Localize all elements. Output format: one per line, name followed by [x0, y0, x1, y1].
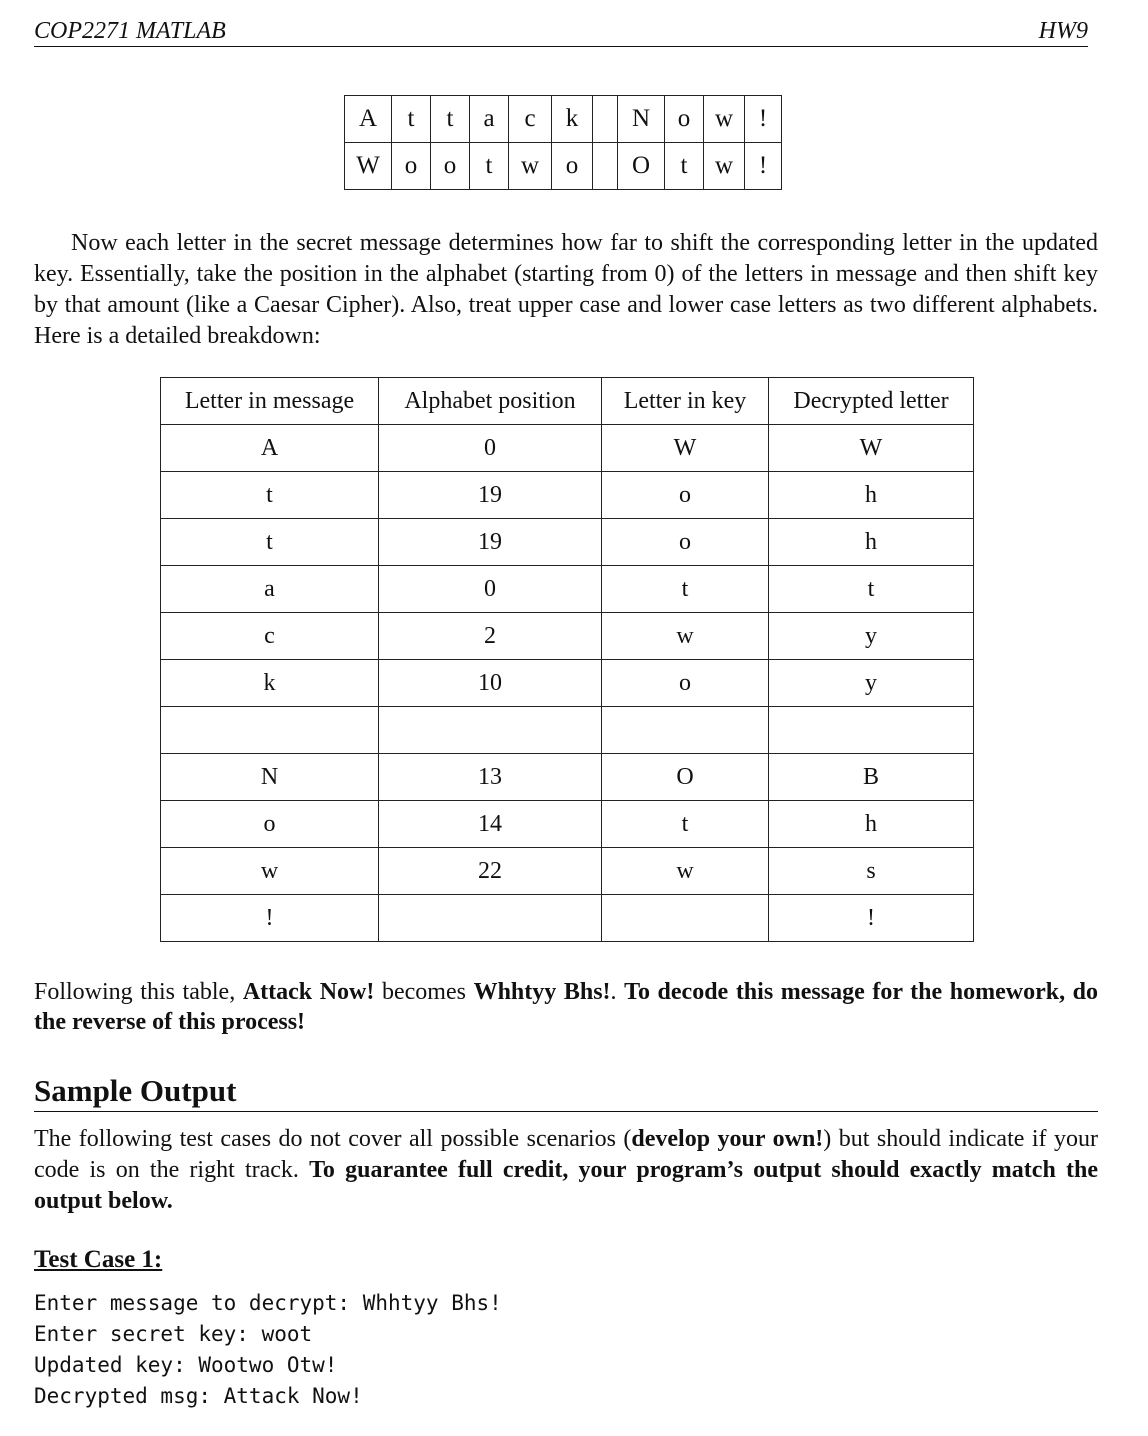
table-cell [379, 895, 602, 942]
table-cell [769, 707, 974, 754]
table-cell: y [769, 613, 974, 660]
grid-cell: t [470, 143, 509, 190]
grid-cell: ! [745, 143, 782, 190]
table-cell: A [161, 425, 379, 472]
grid-cell: o [431, 143, 470, 190]
table-cell [602, 895, 769, 942]
page-header [34, 18, 1088, 47]
table-cell: a [161, 566, 379, 613]
grid-cell [593, 143, 618, 190]
table-cell [161, 707, 379, 754]
message-row [345, 96, 782, 143]
key-alignment-grid [344, 95, 782, 190]
decryption-breakdown-table [160, 377, 974, 942]
encrypted-message: Whhtyy Bhs! [473, 979, 611, 1005]
table-cell: w [602, 613, 769, 660]
console-line: Enter secret key: woot [34, 1322, 313, 1346]
table-row [161, 707, 974, 754]
grid-cell: o [392, 143, 431, 190]
section-title: Sample Output [34, 1073, 1098, 1112]
explanation-paragraph: Now each letter in the secret message determines how far to shift the corresponding letter in the updated key. Essentially, take the position in the alphabet (starting from 0) of the letters in message and then shift key by that amount (like a Caesar Cipher). Also, treat upper case and lower case letters as two different alphabets. Here is a detailed breakdown: [34, 230, 1098, 349]
table-row [161, 754, 974, 801]
table-cell: 22 [379, 848, 602, 895]
table-cell: o [602, 472, 769, 519]
grid-cell: t [665, 143, 704, 190]
text-run: ) but should indicate if your code is on the right track. [34, 1126, 1099, 1183]
course-title: COP2271 MATLAB [34, 18, 226, 44]
grid-cell: w [704, 143, 745, 190]
grid-cell: N [618, 96, 665, 143]
table-row [161, 660, 974, 707]
table-cell: 2 [379, 613, 602, 660]
table-cell: N [161, 754, 379, 801]
table-cell: h [769, 801, 974, 848]
table-cell: B [769, 754, 974, 801]
table-cell: h [769, 519, 974, 566]
table-row [161, 472, 974, 519]
grid-cell: c [509, 96, 552, 143]
table-cell: ! [769, 895, 974, 942]
text-run: becomes [374, 979, 474, 1005]
table-cell: t [602, 801, 769, 848]
table-row [161, 848, 974, 895]
grid-cell: ! [745, 96, 782, 143]
console-line: Decrypted msg: Attack Now! [34, 1384, 363, 1408]
column-header: Letter in message [161, 378, 379, 425]
emphasis: To guarantee full credit, your program’s output should exactly match the output below. [34, 1157, 1098, 1214]
assignment-label: HW9 [1038, 18, 1088, 44]
table-cell [379, 707, 602, 754]
grid-cell: A [345, 96, 392, 143]
table-cell: y [769, 660, 974, 707]
table-cell: t [161, 472, 379, 519]
column-header: Letter in key [602, 378, 769, 425]
grid-cell: W [345, 143, 392, 190]
grid-cell: k [552, 96, 593, 143]
table-cell: W [769, 425, 974, 472]
table-cell: 10 [379, 660, 602, 707]
table-cell [602, 707, 769, 754]
grid-cell: O [618, 143, 665, 190]
table-cell: ! [161, 895, 379, 942]
table-cell: s [769, 848, 974, 895]
text-run: Following this table, [34, 979, 243, 1005]
table-cell: h [769, 472, 974, 519]
console-line: Enter message to decrypt: Whhtyy Bhs! [34, 1291, 502, 1315]
table-row [161, 801, 974, 848]
test-case-title: Test Case 1: [34, 1246, 163, 1273]
table-cell: t [769, 566, 974, 613]
grid-cell: w [704, 96, 745, 143]
grid-cell: o [552, 143, 593, 190]
table-cell: 19 [379, 472, 602, 519]
grid-cell: o [665, 96, 704, 143]
key-row [345, 143, 782, 190]
table-cell: o [602, 660, 769, 707]
text-run: . [610, 979, 625, 1005]
column-header: Alphabet position [379, 378, 602, 425]
table-cell: W [602, 425, 769, 472]
grid-cell: t [392, 96, 431, 143]
text-run: The following test cases do not cover all possible scenarios ( [34, 1126, 632, 1152]
table-cell: 13 [379, 754, 602, 801]
table-cell: 14 [379, 801, 602, 848]
grid-cell: a [470, 96, 509, 143]
table-cell: c [161, 613, 379, 660]
table-cell: w [161, 848, 379, 895]
table-cell: 19 [379, 519, 602, 566]
table-row [161, 425, 974, 472]
table-cell: O [602, 754, 769, 801]
table-row [161, 895, 974, 942]
column-header: Decrypted letter [769, 378, 974, 425]
table-cell: w [602, 848, 769, 895]
table-cell: o [161, 801, 379, 848]
grid-cell [593, 96, 618, 143]
result-paragraph [34, 977, 1098, 1037]
table-row [161, 519, 974, 566]
grid-cell: t [431, 96, 470, 143]
table-cell: k [161, 660, 379, 707]
table-cell: t [161, 519, 379, 566]
table-row [161, 566, 974, 613]
table-cell: 0 [379, 566, 602, 613]
grid-cell: w [509, 143, 552, 190]
table-cell: o [602, 519, 769, 566]
console-output [34, 1288, 502, 1412]
table-cell: 0 [379, 425, 602, 472]
sample-output-paragraph [34, 1124, 1098, 1217]
table-row [161, 613, 974, 660]
table-header-row [161, 378, 974, 425]
emphasis: develop your own! [631, 1126, 824, 1152]
instruction-emphasis: To decode this message for the homework, do the reverse of this process! [34, 979, 1099, 1035]
plain-message: Attack Now! [242, 979, 375, 1005]
table-cell: t [602, 566, 769, 613]
console-line: Updated key: Wootwo Otw! [34, 1353, 338, 1377]
